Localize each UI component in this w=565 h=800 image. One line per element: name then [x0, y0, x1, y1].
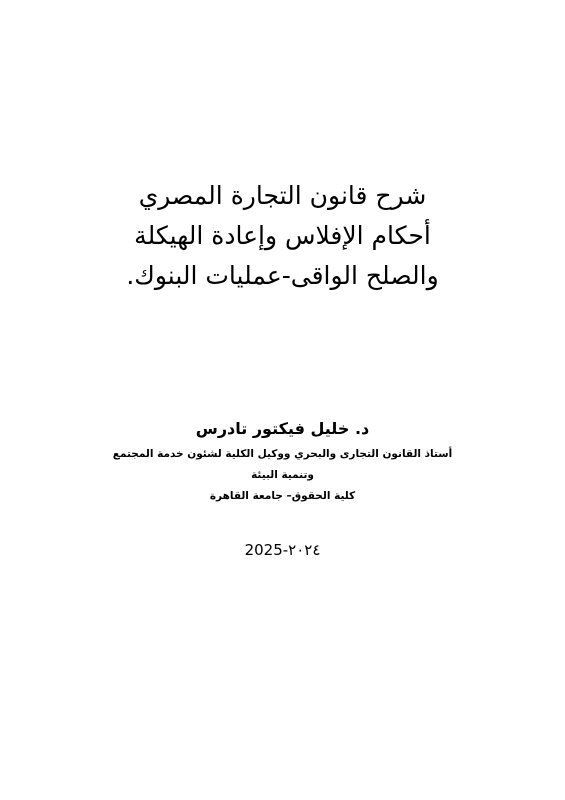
title-line-3: والصلح الواقى-عمليات البنوك. [126, 261, 439, 290]
author-block [40, 418, 525, 507]
title-line-2: أحكام الإفلاس وإعادة الهيكلة [134, 221, 431, 250]
title-line-1: شرح قانون التجارة المصري [138, 181, 427, 210]
publication-years: 2025-٢٠٢٤ [244, 541, 321, 559]
book-title [60, 176, 505, 296]
author-affiliation: كلية الحقوق– جامعة القاهرة [209, 490, 356, 502]
author-position-line-1: أستاذ القانون التجارى والبحري ووكيل الكلية لشئون خدمة المجتمع [112, 448, 453, 460]
author-name: د. خليل فيكتور تادرس [195, 419, 370, 438]
author-position-line-2: وتنمية البيئة [251, 469, 314, 481]
